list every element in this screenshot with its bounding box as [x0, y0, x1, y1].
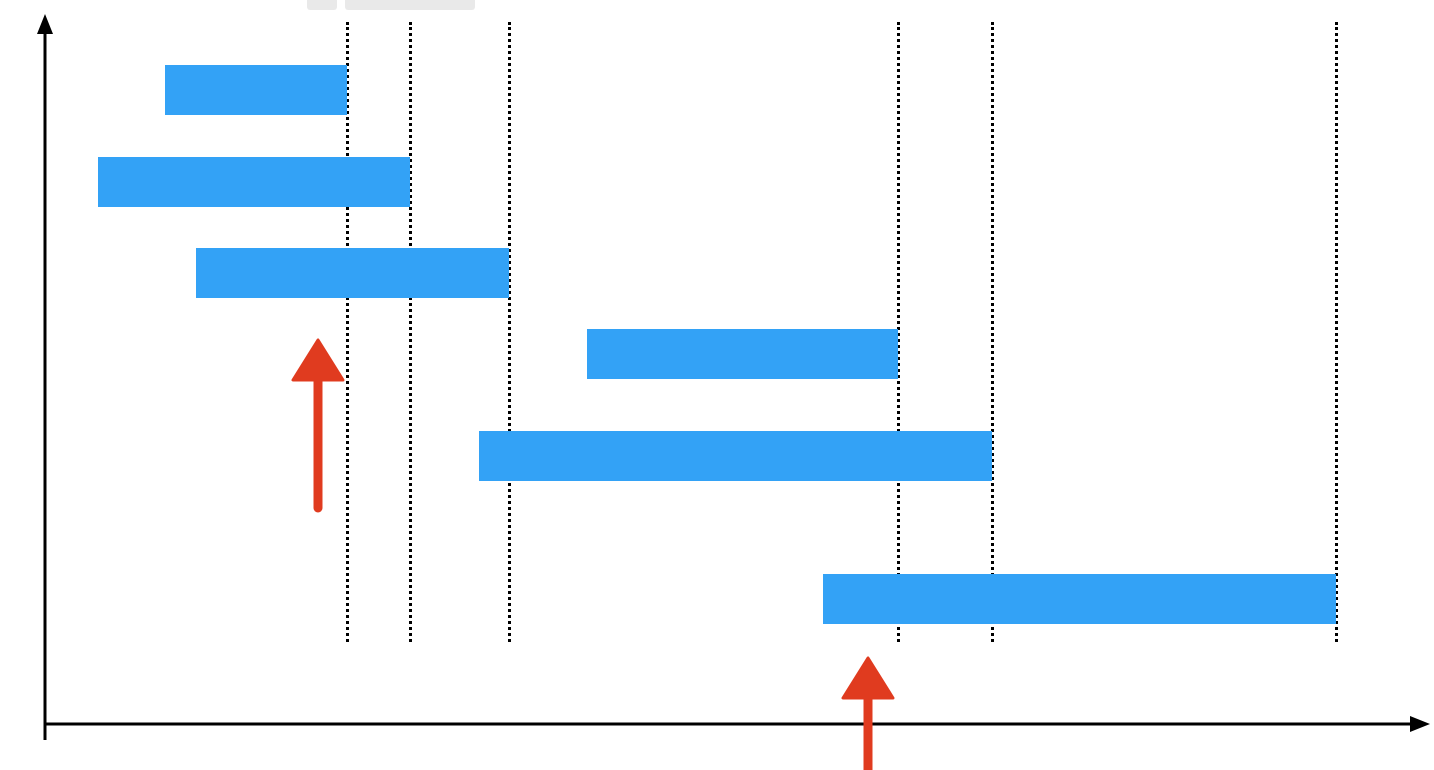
- arrow-right-head: [843, 658, 893, 698]
- arrow-right: [843, 658, 893, 770]
- arrow-left: [293, 340, 343, 508]
- arrow-left-head: [293, 340, 343, 380]
